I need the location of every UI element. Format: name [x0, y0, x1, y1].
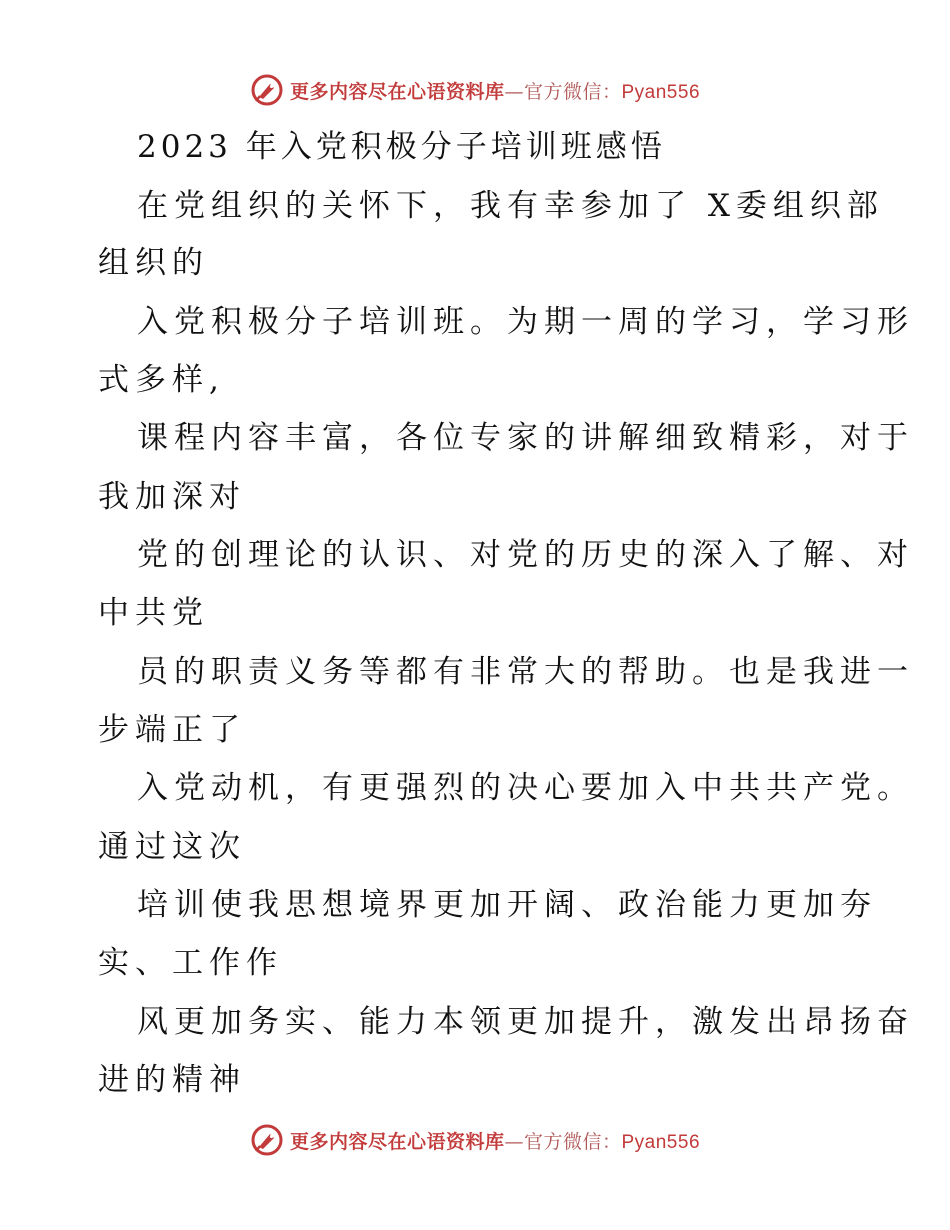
watermark-wechat-label: 官方微信：	[523, 1130, 622, 1153]
watermark-dash: —	[504, 1130, 524, 1153]
watermark-dash: —	[504, 80, 524, 103]
paragraph-line: 实、工作作	[98, 945, 283, 981]
watermark-wechat-label: 官方微信：	[523, 80, 622, 103]
paragraph-line: 式多样,	[98, 362, 225, 398]
paragraph-line: 入党积极分子培训班。为期一周的学习，学习形	[137, 304, 914, 340]
paragraph-line: 步端正了	[98, 712, 246, 748]
document-title: 2023 年入党积极分子培训班感悟	[137, 129, 666, 165]
paragraph-line: 培训使我思想境界更加开阔、政治能力更加夯	[137, 887, 877, 923]
watermark-wechat-id: Pyan556	[621, 81, 701, 103]
pen-nib-logo-icon	[250, 1123, 284, 1157]
paragraph-line: 进的精神	[98, 1062, 246, 1098]
watermark-title: 更多内容尽在心语资料库	[289, 80, 505, 103]
paragraph-line: 入党动机，有更强烈的决心要加入中共共产党。	[137, 770, 914, 806]
paragraph-line: 员的职责义务等都有非常大的帮助。也是我进一	[137, 654, 914, 690]
pen-nib-logo-icon	[250, 73, 284, 107]
paragraph-line: 中共党	[98, 595, 209, 631]
paragraph-line: 课程内容丰富，各位专家的讲解细致精彩，对于	[137, 420, 914, 456]
footer-watermark	[0, 1120, 950, 1160]
header-watermark	[0, 70, 950, 110]
watermark-text	[290, 1127, 700, 1154]
paragraph-line: 风更加务实、能力本领更加提升，激发出昂扬奋	[137, 1004, 914, 1040]
watermark-wechat-id: Pyan556	[621, 1131, 701, 1153]
paragraph-line: 通过这次	[98, 829, 246, 865]
watermark-title: 更多内容尽在心语资料库	[289, 1130, 505, 1153]
watermark-text	[290, 77, 700, 104]
paragraph-line: 组织的	[98, 245, 209, 281]
paragraph-line: 在党组织的关怀下，我有幸参加了 X委组织部	[137, 188, 884, 224]
paragraph-line: 党的创理论的认识、对党的历史的深入了解、对	[137, 537, 914, 573]
paragraph-line: 我加深对	[98, 479, 246, 515]
